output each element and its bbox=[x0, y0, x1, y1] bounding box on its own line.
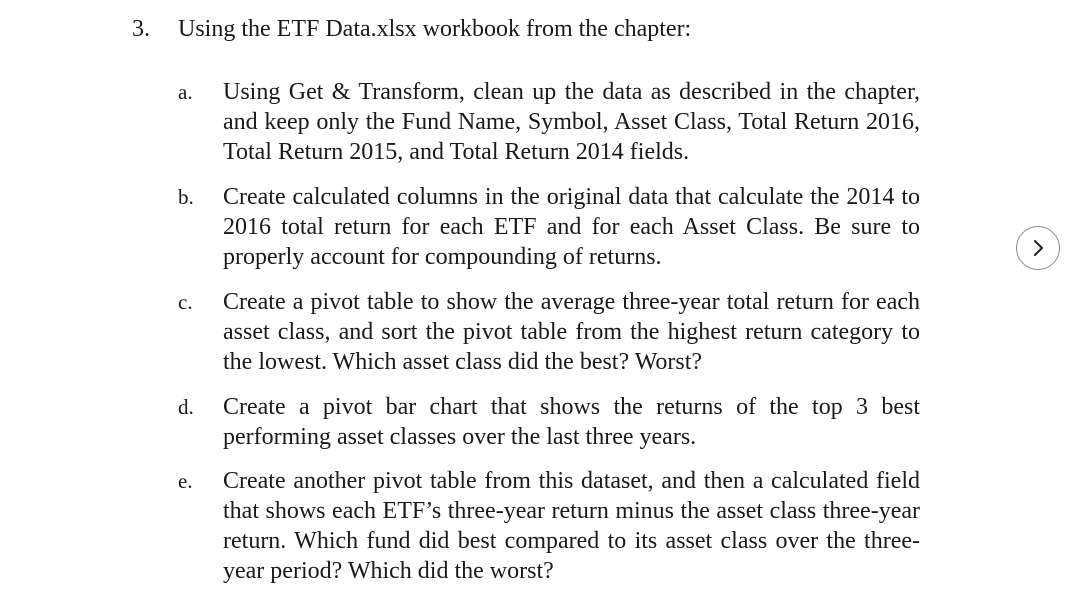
item-text: Using Get & Transform, clean up the data as described in the chapter, and keep only the Fund Name, Symbol, Asset Class, Total Return 2016, Total Return 2015, and Total Return 2014 fields. bbox=[223, 79, 920, 165]
item-text: Create calculated columns in the original data that calculate the 2014 to 2016 total return for each ETF and for each Asset Class. Be sure to properly account for compounding of returns. bbox=[223, 184, 920, 270]
list-item bbox=[178, 392, 920, 452]
item-text: Create another pivot table from this dataset, and then a calculated field that shows each ETF’s three-year return minus the asset class three-year return. Which fund did best compared to its asset class over the three-year period? Which did the worst? bbox=[223, 468, 920, 584]
list-item bbox=[178, 182, 920, 272]
item-letter: d. bbox=[178, 395, 194, 419]
question-title: Using the ETF Data.xlsx workbook from the chapter: bbox=[178, 16, 692, 42]
question-header bbox=[132, 14, 691, 44]
list-item bbox=[178, 466, 920, 586]
item-text: Create a pivot table to show the average three-year total return for each asset class, and sort the pivot table from the highest return category to the lowest. Which asset class did the best? Worst? bbox=[223, 289, 920, 375]
list-item bbox=[178, 287, 920, 377]
item-letter: b. bbox=[178, 185, 194, 209]
chevron-right-icon bbox=[1029, 239, 1047, 257]
item-text: Create a pivot bar chart that shows the returns of the top 3 best performing asset classes over the last three years. bbox=[223, 394, 920, 450]
item-letter: a. bbox=[178, 80, 193, 104]
list-item bbox=[178, 77, 920, 167]
question-number: 3. bbox=[132, 16, 150, 42]
item-letter: c. bbox=[178, 290, 193, 314]
item-letter: e. bbox=[178, 469, 193, 493]
next-button[interactable] bbox=[1016, 226, 1060, 270]
